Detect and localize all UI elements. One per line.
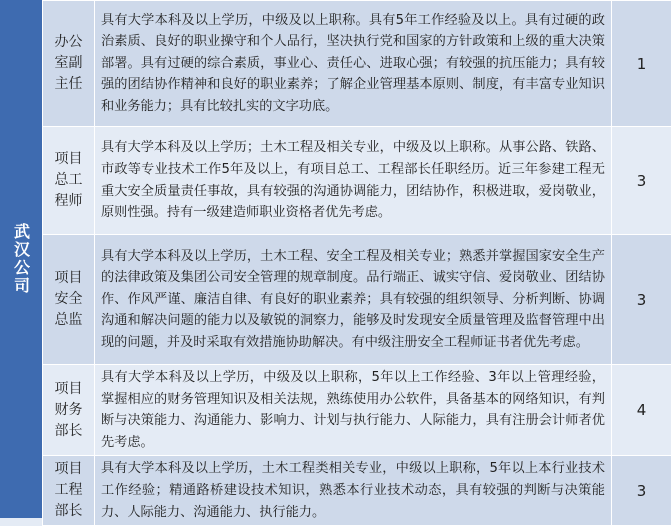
- position-count: 3: [612, 235, 672, 365]
- position-name: 办公室副主任: [43, 1, 95, 127]
- company-cell: [0, 0, 43, 518]
- position-name: 项目工程部长: [43, 456, 95, 526]
- position-count: 1: [612, 1, 672, 127]
- position-requirements: 具有大学本科及以上学历，中级及以上职称，5年以上工作经验、3年以上管理经验，掌握相应的财务管理知识及相关法规，熟练使用办公软件，具备基本的网络知识，有判断与决策能力、沟通能力、影响力、计划与执行能力、人际能力，具有注册会计师者优先考虑。: [95, 365, 612, 456]
- table-row: [43, 1, 672, 127]
- table-row: [43, 127, 672, 235]
- table-row: [43, 456, 672, 526]
- position-count: 4: [612, 365, 672, 456]
- position-requirements: 具有大学本科及以上学历，中级及以上职称。具有5年工作经验及以上。具有过硬的政治素质、良好的职业操守和个人品行，坚决执行党和国家的方针政策和上级的重大决策部署。具有过硬的综合素质，事业心、责任心、进取心强；有较强的抗压能力；具有较强的团结协作精神和良好的职业素养；了解企业管理基本原则、制度，有丰富专业知识和业务能力；具有比较扎实的文字功底。: [95, 1, 612, 127]
- position-requirements: 具有大学本科及以上学历；土木工程及相关专业，中级及以上职称。从事公路、铁路、市政等专业技术工作5年及以上，有项目总工、工程部长任职经历。近三年参建工程无重大安全质量责任事故，具有较强的沟通协调能力，团结协作，积极进取，爱岗敬业，原则性强。持有一级建造师职业资格者优先考虑。: [95, 127, 612, 235]
- position-count: 3: [612, 127, 672, 235]
- company-name: 武汉公司: [11, 223, 31, 295]
- position-requirements: 具有大学本科及以上学历，土木工程、安全工程及相关专业；熟悉并掌握国家安全生产的法律政策及集团公司安全管理的规章制度。品行端正、诚实守信、爱岗敬业、团结协作、作风严谨、廉洁自律、有良好的职业素养；具有较强的组织领导、分析判断、协调沟通和解决问题的能力以及敏锐的洞察力，能够及时发现安全质量管理及监督管理中出现的问题，并及时采取有效措施协助解决。有中级注册安全工程师证书者优先考虑。: [95, 235, 612, 365]
- table-row: [43, 235, 672, 365]
- position-name: 项目总工程师: [43, 127, 95, 235]
- position-name: 项目财务部长: [43, 365, 95, 456]
- position-name: 项目安全总监: [43, 235, 95, 365]
- positions-table: [42, 0, 672, 526]
- position-requirements: 具有大学本科及以上学历，土木工程类相关专业，中级以上职称，5年以上本行业技术工作经验；精通路桥建设技术知识，熟悉本行业技术动态，具有较强的判断与决策能力、人际能力、沟通能力、执行能力。: [95, 456, 612, 526]
- position-count: 3: [612, 456, 672, 526]
- table-row: [43, 365, 672, 456]
